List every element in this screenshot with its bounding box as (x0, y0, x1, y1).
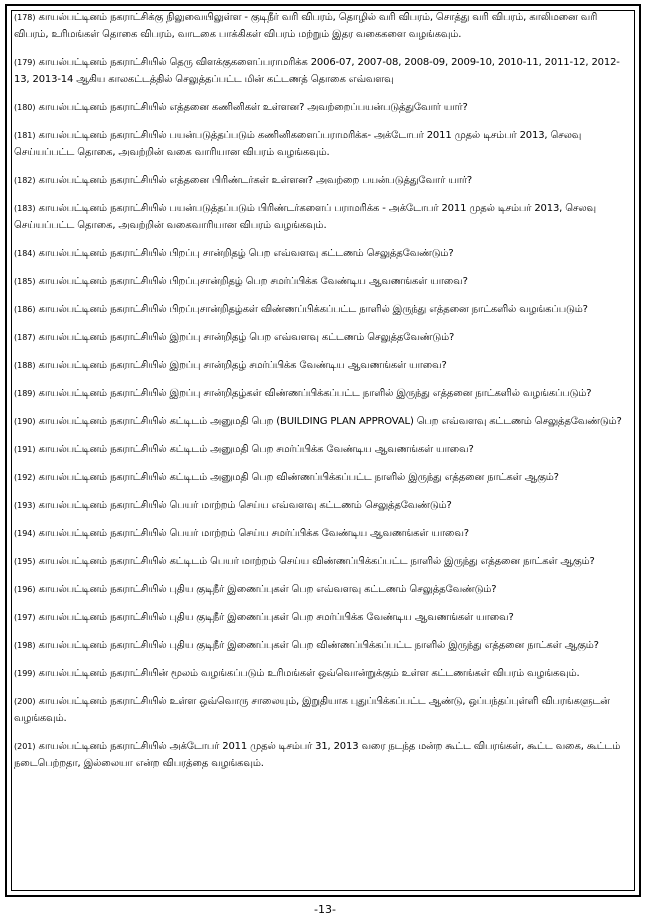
question-item (14, 525, 626, 542)
question-text: காயல்பட்டினம் நகராட்சியில் கட்டிடம் அனுமதி பெற (BUILDING PLAN APPROVAL) பெற எவ்வளவு கட்டணம் செலுத்தவேண்டும்? (38, 416, 622, 427)
question-text: காயல்பட்டினம் நகராட்சியில் எத்தனை கணினிகள் உள்ளன? அவற்றைப்பயன்படுத்துவோர் யார்? (38, 102, 468, 113)
question-number: (201) (14, 742, 36, 751)
question-text: காயல்பட்டினம் நகராட்சியில் புதிய குடிநீர் இணைப்புகள் பெற எவ்வளவு கட்டணம் செலுத்தவேண்டும்? (38, 584, 497, 595)
question-text: காயல்பட்டினம் நகராட்சியில் தெரு விளக்குகளைப்பராமரிக்க 2006-07, 2007-08, 2008-09, 2009-10, 2010-11, 2011-12, 2012-13, 2013-14 ஆகிய காலகட்டத்தில் செலுத்தப்பட்ட மின் கட்டணத் தொகை எவ்வளவு (14, 57, 620, 85)
question-text: காயல்பட்டினம் நகராட்சியில் கட்டிடம் அனுமதி பெற சமர்ப்பிக்க வேண்டிய ஆவணங்கள் யாவை? (38, 444, 474, 455)
question-item (14, 581, 626, 598)
question-text: காயல்பட்டினம் நகராட்சியில் உள்ள ஒவ்வொரு சாலையும், இறுதியாக புதுப்பிக்கப்பட்ட ஆண்டு, ஒப்பந்தப்புள்ளி விபரங்களுடன் வழங்கவும். (14, 696, 610, 724)
question-text: காயல்பட்டினம் நகராட்சியில் இறப்பு சான்றிதழ் சமர்ப்பிக்க வேண்டிய ஆவணங்கள் யாவை? (38, 360, 447, 371)
question-item (14, 273, 626, 290)
question-number: (196) (14, 585, 36, 594)
page-number: -13- (314, 903, 336, 916)
question-number: (195) (14, 557, 36, 566)
question-number: (191) (14, 445, 36, 454)
question-item (14, 54, 626, 88)
question-text: காயல்பட்டினம் நகராட்சியில் இறப்பு சான்றிதழ்கள் விண்ணப்பிக்கப்பட்ட நாளில் இருந்து எத்தனை நாட்களில் வழங்கப்படும்? (38, 388, 592, 399)
question-text: காயல்பட்டினம் நகராட்சியில் புதிய குடிநீர் இணைப்புகள் பெற விண்ணப்பிக்கப்பட்ட நாளில் இருந்து எத்தனை நாட்கள் ஆகும்? (38, 640, 599, 651)
question-item (14, 665, 626, 682)
question-item (14, 172, 626, 189)
question-text: காயல்பட்டினம் நகராட்சியில் பெயர் மாற்றம் செய்ய எவ்வளவு கட்டணம் செலுத்தவேண்டும்? (38, 500, 452, 511)
question-number: (182) (14, 176, 36, 185)
question-item (14, 357, 626, 374)
question-item (14, 413, 626, 430)
question-text: காயல்பட்டினம் நகராட்சியில் அக்டோபர் 2011 முதல் டிசம்பர் 31, 2013 வரை நடந்த மன்ற கூட்ட விபரங்கள், கூட்ட வகை, கூட்டம் நடைபெற்றதா, இல்லையா என்ற விபரத்தை வழங்கவும். (14, 741, 621, 769)
question-item (14, 329, 626, 346)
question-item (14, 637, 626, 654)
question-text: காயல்பட்டினம் நகராட்சிக்கு நிலுவையிலுள்ள - குடிநீர் வரி விபரம், தொழில் வரி விபரம், சொத்து வரி விபரம், காலிமனை வரி விபரம், உரிமங்கள் தொகை விபரம், வாடகை பாக்கிகள் விபரம் மற்றும் இதர வகைகளை வழங்கவும். (14, 12, 598, 40)
question-text: காயல்பட்டினம் நகராட்சியில் பிறப்பு சான்றிதழ் பெற எவ்வளவு கட்டணம் செலுத்தவேண்டும்? (38, 248, 454, 259)
question-number: (193) (14, 501, 36, 510)
question-number: (199) (14, 669, 36, 678)
question-item (14, 693, 626, 727)
question-number: (188) (14, 361, 36, 370)
question-text: காயல்பட்டினம் நகராட்சியில் பிறப்புசான்றிதழ் பெற சமர்ப்பிக்க வேண்டிய ஆவணங்கள் யாவை? (38, 276, 468, 287)
question-text: காயல்பட்டினம் நகராட்சியில் பிறப்புசான்றிதழ்கள் விண்ணப்பிக்கப்பட்ட நாளில் இருந்து எத்தனை நாட்களில் வழங்கப்படும்? (38, 304, 588, 315)
question-number: (194) (14, 529, 36, 538)
question-text: காயல்பட்டினம் நகராட்சியில் கட்டிடம் பெயர் மாற்றம் செய்ய விண்ணப்பிக்கப்பட்ட நாளில் இருந்து எத்தனை நாட்கள் ஆகும்? (38, 556, 595, 567)
question-text: காயல்பட்டினம் நகராட்சியில் இறப்பு சான்றிதழ் பெற எவ்வளவு கட்டணம் செலுத்தவேண்டும்? (38, 332, 455, 343)
question-number: (189) (14, 389, 36, 398)
question-number: (198) (14, 641, 36, 650)
question-item (14, 609, 626, 626)
question-item (14, 738, 626, 772)
question-number: (178) (14, 13, 36, 22)
question-item (14, 441, 626, 458)
question-number: (192) (14, 473, 36, 482)
question-text: காயல்பட்டினம் நகராட்சியின் மூலம் வழங்கப்படும் உரிமங்கள் ஒவ்வொன்றுக்கும் உள்ள கட்டணங்கள் விபரம் வழங்கவும். (38, 668, 580, 679)
question-item (14, 9, 626, 43)
question-text: காயல்பட்டினம் நகராட்சியில் எத்தனை பிரிண்டர்கள் உள்ளன? அவற்றை பயன்படுத்துவோர் யார்? (38, 175, 473, 186)
question-item (14, 497, 626, 514)
question-item (14, 385, 626, 402)
question-item (14, 127, 626, 161)
question-number: (180) (14, 103, 36, 112)
question-number: (183) (14, 204, 36, 213)
question-item (14, 99, 626, 116)
question-text: காயல்பட்டினம் நகராட்சியில் பயன்படுத்தப்படும் பிரிண்டர்களைப் பராமரிக்க - அக்டோபர் 2011 முதல் டிசம்பர் 2013, செலவு செய்யப்பட்ட தொகை, அவற்றின் வகைவாரியான விபரம் வழங்கவும். (14, 203, 596, 231)
question-list (14, 9, 626, 783)
question-number: (187) (14, 333, 36, 342)
question-item (14, 200, 626, 234)
question-text: காயல்பட்டினம் நகராட்சியில் புதிய குடிநீர் இணைப்புகள் பெற சமர்ப்பிக்க வேண்டிய ஆவணங்கள் யாவை? (38, 612, 514, 623)
question-number: (190) (14, 417, 36, 426)
question-item (14, 553, 626, 570)
question-number: (186) (14, 305, 36, 314)
question-number: (179) (14, 58, 36, 67)
question-number: (185) (14, 277, 36, 286)
question-number: (181) (14, 131, 36, 140)
question-number: (197) (14, 613, 36, 622)
question-text: காயல்பட்டினம் நகராட்சியில் பெயர் மாற்றம் செய்ய சமர்ப்பிக்க வேண்டிய ஆவணங்கள் யாவை? (38, 528, 469, 539)
question-text: காயல்பட்டினம் நகராட்சியில் பயன்படுத்தப்படும் கணினிகளைப்பராமரிக்க- அக்டோபர் 2011 முதல் டிசம்பர் 2013, செலவு செய்யப்பட்ட தொகை, அவற்றின் வகை வாரியான விபரம் வழங்கவும். (14, 130, 582, 158)
question-item (14, 469, 626, 486)
question-number: (184) (14, 249, 36, 258)
question-number: (200) (14, 697, 36, 706)
question-text: காயல்பட்டினம் நகராட்சியில் கட்டிடம் அனுமதி பெற விண்ணப்பிக்கப்பட்ட நாளில் இருந்து எத்தனை நாட்கள் ஆகும்? (38, 472, 559, 483)
question-item (14, 301, 626, 318)
question-item (14, 245, 626, 262)
